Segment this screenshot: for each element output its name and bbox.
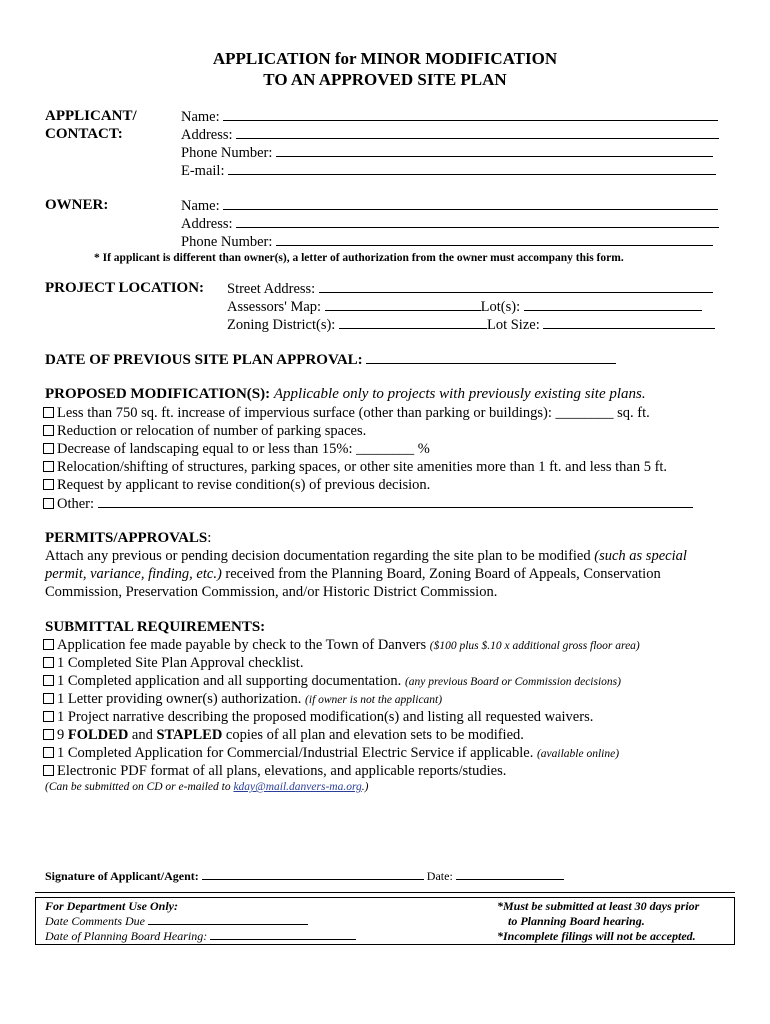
submittal-item-label: Electronic PDF format of all plans, elevations, and applicable reports/studies. [57, 763, 507, 779]
submittal-item [43, 637, 640, 654]
page-subtitle: TO AN APPROVED SITE PLAN [263, 70, 507, 89]
applicant-email-label: E-mail: [181, 163, 225, 179]
signature-row [45, 869, 564, 884]
proposed-item [43, 459, 667, 476]
permits-text: received from the Planning Board, Zoning Board of Appeals, Conservation [221, 566, 661, 582]
hearing-date-label: Date of Planning Board Hearing: [45, 929, 208, 943]
lots-label: Lot(s): [480, 299, 521, 315]
submittal-item [43, 673, 621, 690]
permits-text-line-2 [45, 566, 661, 583]
submittal-item-bold: STAPLED [156, 727, 223, 743]
deadline-note-cont: to Planning Board hearing. [508, 914, 645, 928]
email-link[interactable]: kday@mail.danvers-ma.org [233, 781, 362, 793]
submittal-item [43, 655, 303, 672]
date-field[interactable] [456, 869, 564, 880]
permits-heading: PERMITS/APPROVALS [45, 530, 208, 546]
submission-note-text: .) [361, 781, 369, 793]
submittal-item-note: (available online) [536, 748, 620, 760]
applicant-email-row [181, 162, 716, 180]
street-address-field[interactable] [319, 280, 713, 293]
submission-note-text: (Can be submitted on CD or e-mailed to [45, 781, 234, 793]
assessors-map-row [227, 298, 702, 316]
permits-text-line-3: Commission, Preservation Commission, and/or Historic District Commission. [45, 584, 498, 600]
lot-size-field[interactable] [543, 316, 715, 329]
owner-phone-label: Phone Number: [181, 234, 273, 250]
submittal-item-note: (any previous Board or Commission decisions) [404, 676, 621, 688]
lots-field[interactable] [524, 298, 702, 311]
submittal-item-note: (if owner is not the applicant) [305, 694, 443, 706]
applicant-address-field[interactable] [236, 126, 719, 139]
owner-authorization-note: * If applicant is different than owner(s), a letter of authorization from the owner must accompany this form. [94, 252, 624, 264]
other-field[interactable] [98, 495, 693, 508]
deadline-note: *Must be submitted at least 30 days prior [497, 899, 700, 913]
owner-name-label: Name: [181, 198, 220, 214]
applicant-address-row [181, 126, 719, 144]
submittal-item [43, 691, 442, 708]
proposed-item [43, 405, 650, 422]
submittal-item [43, 745, 619, 762]
department-use-heading: For Department Use Only: [45, 899, 178, 913]
proposed-item-label: Other: [57, 496, 95, 512]
proposed-item [43, 441, 430, 458]
proposed-item [43, 423, 366, 440]
owner-phone-field[interactable] [276, 233, 713, 246]
submittal-item-label: and [128, 727, 157, 743]
date-label: Date: [426, 869, 453, 883]
submittal-item-label: 9 [57, 727, 68, 743]
permits-text-italic: (such as special [594, 548, 687, 564]
signature-label: Signature of Applicant/Agent: [45, 869, 199, 883]
submittal-item-label: Application fee made payable by check to the Town of Danvers [57, 637, 430, 653]
previous-approval-row [45, 351, 616, 369]
submittal-item [43, 727, 524, 744]
zoning-district-field[interactable] [339, 316, 487, 329]
checkbox[interactable] [43, 639, 54, 650]
owner-name-field[interactable] [223, 197, 718, 210]
permits-text-italic: permit, variance, finding, etc.) [45, 566, 222, 582]
assessors-map-label: Assessors' Map: [227, 299, 322, 315]
submittal-item-label: 1 Completed Application for Commercial/Industrial Electric Service if applicable. [57, 745, 537, 761]
proposed-modifications-subheading: Applicable only to projects with previously existing site plans. [273, 386, 646, 402]
previous-approval-field[interactable] [366, 351, 616, 364]
project-location-label: PROJECT LOCATION: [45, 280, 205, 296]
applicant-email-field[interactable] [228, 162, 716, 175]
checkbox[interactable] [43, 729, 54, 740]
proposed-modifications-heading-row [45, 386, 646, 403]
submittal-item-note: ($100 plus $.10 x additional gross floor area) [429, 640, 640, 652]
owner-phone-row [181, 233, 713, 251]
checkbox[interactable] [43, 657, 54, 668]
checkbox[interactable] [43, 407, 54, 418]
previous-approval-label: DATE OF PREVIOUS SITE PLAN APPROVAL: [45, 352, 363, 368]
checkbox[interactable] [43, 765, 54, 776]
street-address-label: Street Address: [227, 281, 316, 297]
checkbox[interactable] [43, 675, 54, 686]
applicant-name-row [181, 108, 718, 126]
checkbox[interactable] [43, 479, 54, 490]
comments-due-field[interactable] [148, 914, 308, 925]
submittal-item-label: 1 Completed Site Plan Approval checklist. [57, 655, 304, 671]
hearing-date-row [45, 929, 356, 944]
checkbox[interactable] [43, 443, 54, 454]
street-address-row [227, 280, 713, 298]
checkbox[interactable] [43, 711, 54, 722]
applicant-name-field[interactable] [223, 108, 718, 121]
proposed-modifications-heading: PROPOSED MODIFICATION(S): [45, 386, 271, 402]
proposed-item-label: Relocation/shifting of structures, parking spaces, or other site amenities more than 1 ft. and less than 5 ft. [57, 459, 668, 475]
applicant-address-label: Address: [181, 127, 233, 143]
submittal-item-label: 1 Project narrative describing the proposed modification(s) and listing all requested waivers. [57, 709, 594, 725]
zoning-district-label: Zoning District(s): [227, 317, 336, 333]
submission-note [45, 781, 369, 793]
submittal-item-bold: FOLDED [67, 727, 129, 743]
owner-address-row [181, 215, 719, 233]
checkbox[interactable] [43, 747, 54, 758]
comments-due-label: Date Comments Due [45, 914, 145, 928]
proposed-item-label: Decrease of landscaping equal to or less than 15%: ________ % [57, 441, 430, 457]
applicant-phone-label: Phone Number: [181, 145, 273, 161]
applicant-label: APPLICANT/ [45, 108, 137, 124]
proposed-item [43, 477, 430, 494]
applicant-phone-row [181, 144, 713, 162]
incomplete-filings-note: *Incomplete filings will not be accepted. [497, 929, 696, 943]
owner-name-row [181, 197, 718, 215]
zoning-row [227, 316, 715, 334]
submittal-item-label: 1 Completed application and all supporting documentation. [57, 673, 405, 689]
owner-label: OWNER: [45, 197, 109, 213]
checkbox[interactable] [43, 461, 54, 472]
contact-label: CONTACT: [45, 126, 123, 142]
separator-line [35, 892, 735, 893]
proposed-item-label: Reduction or relocation of number of parking spaces. [57, 423, 367, 439]
submittal-item-label: copies of all plan and elevation sets to be modified. [222, 727, 524, 743]
permits-text-line-1 [45, 548, 687, 565]
assessors-map-field[interactable] [325, 298, 481, 311]
lot-size-label: Lot Size: [486, 317, 540, 333]
applicant-phone-field[interactable] [276, 144, 713, 157]
owner-address-field[interactable] [236, 215, 719, 228]
hearing-date-field[interactable] [210, 929, 356, 940]
submittal-item-label: 1 Letter providing owner(s) authorization. [57, 691, 306, 707]
comments-due-row [45, 914, 308, 929]
proposed-item-label: Request by applicant to revise condition(s) of previous decision. [57, 477, 431, 493]
submittal-item [43, 709, 593, 726]
signature-field[interactable] [202, 869, 424, 880]
permits-colon: : [207, 530, 212, 546]
checkbox[interactable] [43, 425, 54, 436]
permits-text: Attach any previous or pending decision documentation regarding the site plan to be modified [45, 548, 595, 564]
checkbox[interactable] [43, 498, 54, 509]
proposed-item [43, 495, 693, 513]
permits-heading-row [45, 530, 211, 547]
page-title: APPLICATION for MINOR MODIFICATION [212, 49, 558, 68]
checkbox[interactable] [43, 693, 54, 704]
owner-address-label: Address: [181, 216, 233, 232]
submittal-heading: SUBMITTAL REQUIREMENTS: [45, 619, 266, 635]
submittal-item [43, 763, 506, 780]
applicant-name-label: Name: [181, 109, 220, 125]
proposed-item-label: Less than 750 sq. ft. increase of impervious surface (other than parking or buildings): ________ sq. ft. [57, 405, 650, 421]
